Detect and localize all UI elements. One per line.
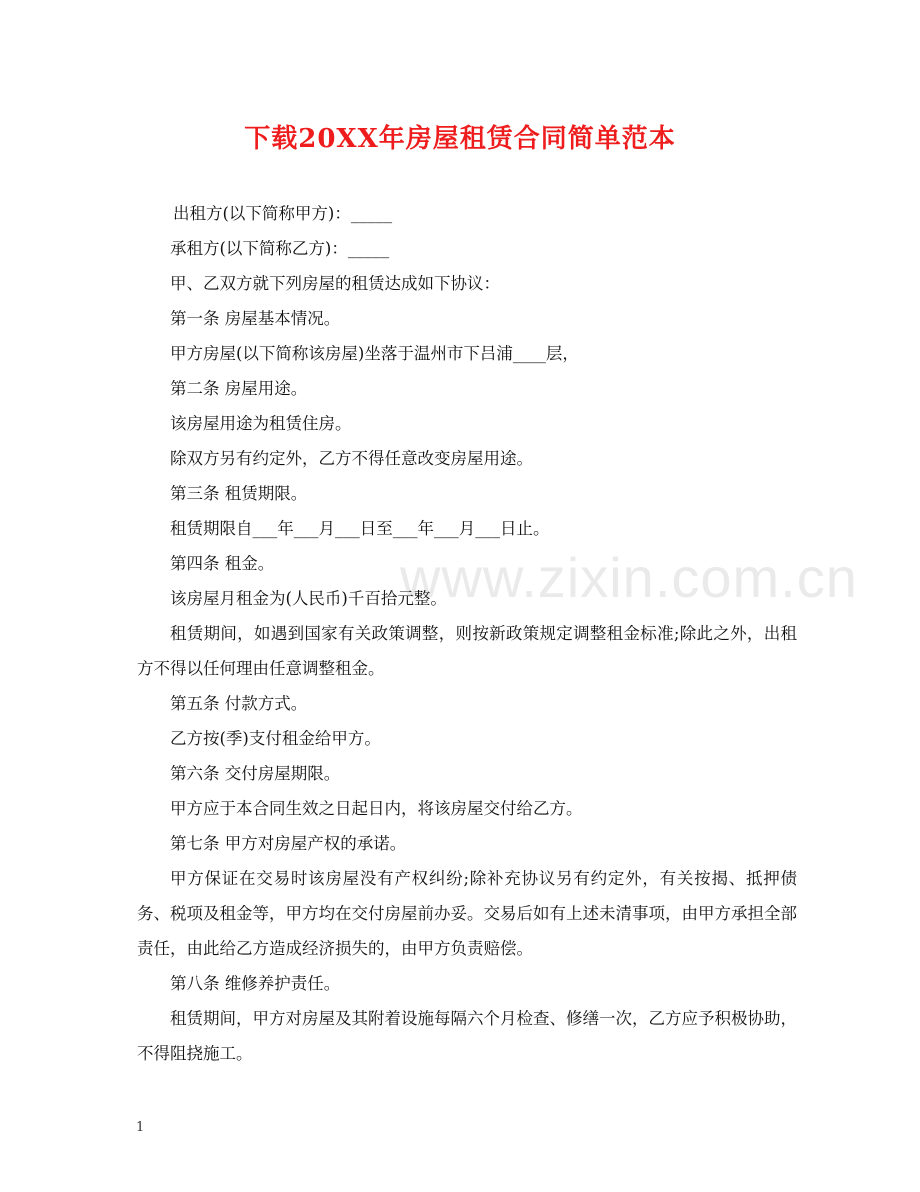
paragraph: 该房屋月租金为(人民币)千百拾元整。 [170,589,447,608]
paragraph: 甲方应于本合同生效之日起日内，将该房屋交付给乙方。 [170,799,583,818]
paragraph: 甲方保证在交易时该房屋没有产权纠纷;除补充协议另有约定外，有关按揭、抵押债务、税项及租金等，甲方均在交付房屋前办妥。交易后如有上述未清事项，由甲方承担全部责任，由此给乙方造成经济损失的，由甲方负责赔偿。 [137,869,797,958]
document-title: 下载20XX年房屋租赁合同简单范本 [244,124,676,154]
paragraph: 第一条 房屋基本情况。 [170,309,341,328]
paragraph: 甲方房屋(以下简称该房屋)坐落于温州市下吕浦____层， [170,344,579,363]
document-body [137,196,797,1071]
paragraph: 出租方(以下简称甲方)：_____ [173,204,393,223]
paragraph: 乙方按(季)支付租金给甲方。 [170,729,381,748]
paragraph: 除双方另有约定外，乙方不得任意改变房屋用途。 [170,449,533,468]
paragraph: 承租方(以下简称乙方)：_____ [170,239,390,258]
page-number: 1 [136,1120,145,1135]
paragraph: 第二条 房屋用途。 [170,379,308,398]
paragraph: 租赁期限自___年___月___日至___年___月___日止。 [170,519,550,538]
paragraph: 该房屋用途为租赁住房。 [170,414,352,433]
paragraph: 第四条 租金。 [170,554,275,573]
paragraph: 第八条 维修养护责任。 [170,974,341,993]
watermark: www.zixin.com.cn [400,546,858,609]
paragraph: 租赁期间，甲方对房屋及其附着设施每隔六个月检查、修缮一次，乙方应予积极协助，不得阻挠施工。 [137,1009,797,1063]
paragraph: 甲、乙双方就下列房屋的租赁达成如下协议： [170,274,500,293]
paragraph: 租赁期间，如遇到国家有关政策调整，则按新政策规定调整租金标准;除此之外，出租方不得以任何理由任意调整租金。 [137,624,797,678]
paragraph: 第六条 交付房屋期限。 [170,764,341,783]
paragraph: 第五条 付款方式。 [170,694,308,713]
paragraph: 第三条 租赁期限。 [170,484,308,503]
paragraph: 第七条 甲方对房屋产权的承诺。 [170,834,407,853]
